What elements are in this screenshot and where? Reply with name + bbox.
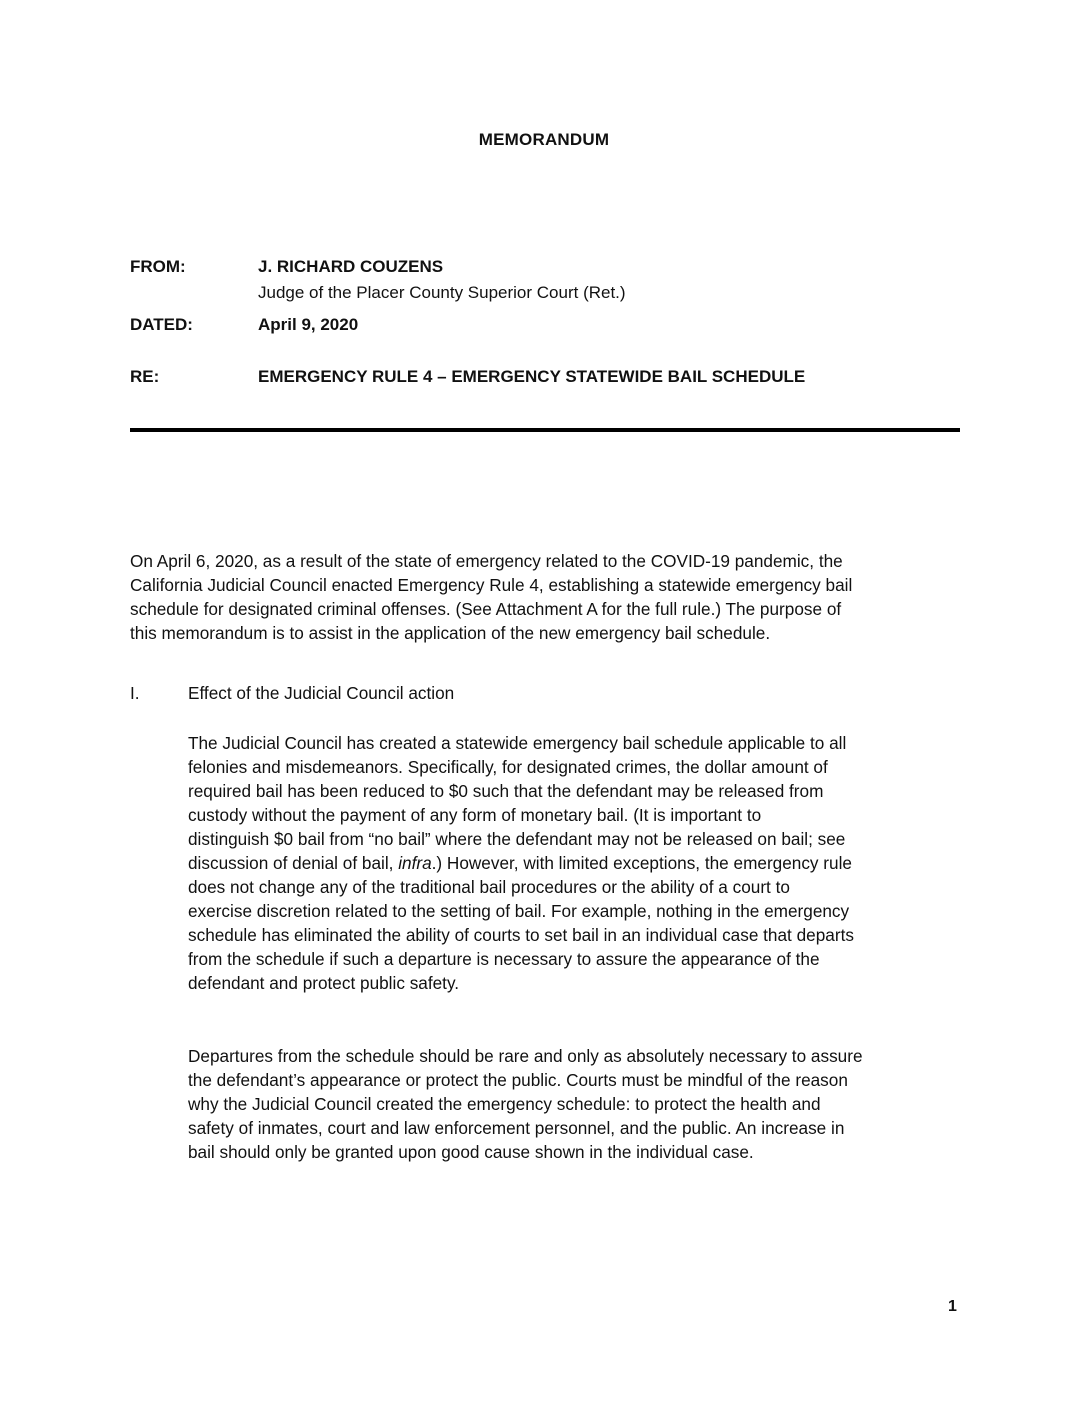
body-line: required bail has been reduced to $0 such that the defendant may be released from	[188, 781, 824, 801]
body-line-with-italic	[188, 851, 968, 875]
body-line: distinguish $0 bail from “no bail” where the defendant may not be released on bail; see	[188, 829, 846, 849]
text-fragment: discussion of denial of bail,	[188, 853, 399, 873]
section-number: I.	[130, 683, 140, 703]
body-line: from the schedule if such a departure is necessary to assure the appearance of the	[188, 949, 820, 969]
intro-line: California Judicial Council enacted Emergency Rule 4, establishing a statewide emergency bail	[130, 575, 853, 595]
header-divider	[130, 428, 960, 432]
re-label: RE:	[130, 367, 160, 386]
intro-line: schedule for designated criminal offenses. (See Attachment A for the full rule.) The purpose of	[130, 599, 842, 619]
re-value: EMERGENCY RULE 4 – EMERGENCY STATEWIDE BAIL SCHEDULE	[258, 367, 806, 386]
body-line: does not change any of the traditional bail procedures or the ability of a court to	[188, 877, 790, 897]
body-line: Departures from the schedule should be rare and only as absolutely necessary to assure	[188, 1046, 863, 1066]
from-name: J. RICHARD COUZENS	[258, 257, 444, 276]
intro-line: On April 6, 2020, as a result of the state of emergency related to the COVID-19 pandemic, the	[130, 551, 843, 571]
body-line: exercise discretion related to the setting of bail. For example, nothing in the emergency	[188, 901, 850, 921]
from-title: Judge of the Placer County Superior Court (Ret.)	[258, 283, 626, 302]
body-line: custody without the payment of any form of monetary bail. (It is important to	[188, 805, 762, 825]
body-paragraph-1	[188, 731, 968, 995]
dated-value: April 9, 2020	[258, 315, 359, 334]
italic-term: infra	[398, 853, 432, 873]
body-line: felonies and misdemeanors. Specifically, for designated crimes, the dollar amount of	[188, 757, 828, 777]
body-line: The Judicial Council has created a statewide emergency bail schedule applicable to all	[188, 733, 847, 753]
text-fragment: .) However, with limited exceptions, the emergency rule	[431, 853, 852, 873]
body-line: schedule has eliminated the ability of courts to set bail in an individual case that departs	[188, 925, 854, 945]
body-paragraph-2	[188, 1044, 968, 1164]
body-line: the defendant’s appearance or protect the public. Courts must be mindful of the reason	[188, 1070, 848, 1090]
body-line: defendant and protect public safety.	[188, 973, 460, 993]
memo-title: MEMORANDUM	[478, 130, 610, 149]
body-line: safety of inmates, court and law enforcement personnel, and the public. An increase in	[188, 1118, 845, 1138]
page-number: 1	[948, 1298, 957, 1315]
dated-label: DATED:	[130, 315, 193, 334]
body-line: why the Judicial Council created the emergency schedule: to protect the health and	[188, 1094, 821, 1114]
intro-paragraph	[130, 549, 960, 645]
intro-line: this memorandum is to assist in the application of the new emergency bail schedule.	[130, 623, 771, 643]
body-line: bail should only be granted upon good cause shown in the individual case.	[188, 1142, 754, 1162]
section-title: Effect of the Judicial Council action	[188, 683, 455, 703]
from-label: FROM:	[130, 257, 186, 276]
